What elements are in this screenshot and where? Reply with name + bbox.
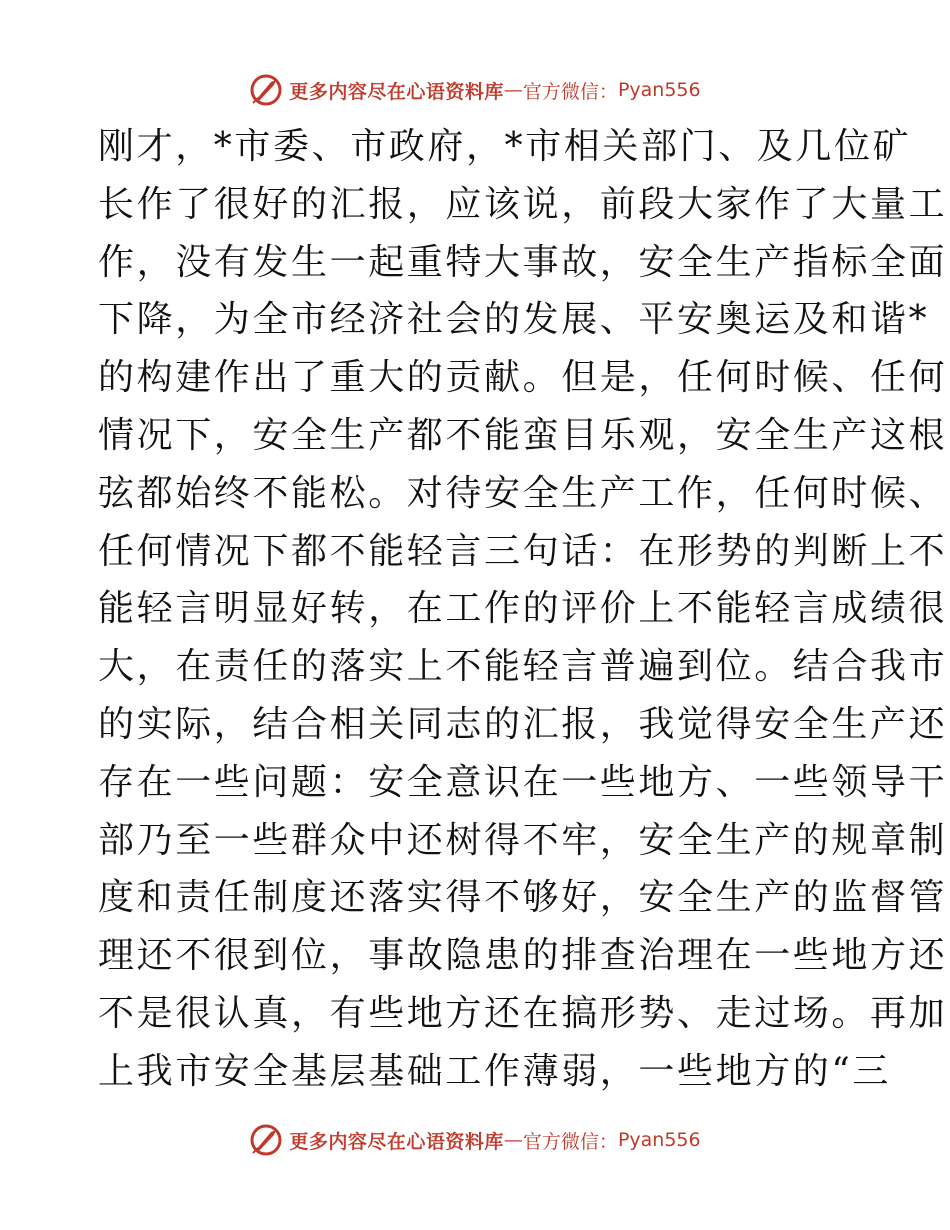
text-line: 情况下，安全生产都不能蛮目乐观，安全生产这根	[98, 414, 948, 456]
text-line: 作，没有发生一起重特大事故，安全生产指标全面	[98, 241, 948, 283]
banner-wechat-id: Pyan556	[617, 1129, 701, 1151]
text-line: 部乃至一些群众中还树得不牢，安全生产的规章制	[98, 819, 948, 861]
text-line: 能轻言明显好转，在工作的评价上不能轻言成绩很	[98, 588, 948, 630]
banner-site-name: 更多内容尽在心语资料库	[289, 80, 504, 103]
body-paragraph	[98, 118, 948, 1101]
text-line: 的构建作出了重大的贡献。但是，任何时候、任何	[98, 357, 948, 399]
text-line: 长作了很好的汇报，应该说，前段大家作了大量工	[98, 183, 948, 225]
text-line: 刚才，*市委、市政府，*市相关部门、及几位矿	[98, 126, 912, 167]
text-line: 上我市安全基层基础工作薄弱，一些地方的“三	[98, 1050, 892, 1092]
banner-wechat-id: Pyan556	[617, 79, 701, 101]
text-line: 理还不很到位，事故隐患的排查治理在一些地方还	[98, 935, 948, 977]
banner-separator: —	[503, 79, 523, 101]
text-line: 度和责任制度还落实得不够好，安全生产的监督管	[98, 877, 948, 919]
header-banner	[0, 70, 950, 110]
text-line: 任何情况下都不能轻言三句话：在形势的判断上不	[98, 530, 948, 572]
footer-banner	[0, 1120, 950, 1160]
text-line: 大，在责任的落实上不能轻言普遍到位。结合我市	[98, 646, 948, 688]
text-line: 存在一些问题：安全意识在一些地方、一些领导干	[98, 761, 948, 803]
text-line: 的实际，结合相关同志的汇报，我觉得安全生产还	[98, 703, 948, 745]
quill-circle-icon	[249, 1123, 283, 1157]
banner-wechat-label: 官方微信：	[522, 1130, 618, 1153]
banner-wechat-label: 官方微信：	[522, 80, 618, 103]
quill-circle-icon	[249, 73, 283, 107]
banner-site-name: 更多内容尽在心语资料库	[289, 1130, 504, 1153]
text-line: 弦都始终不能松。对待安全生产工作，任何时候、	[98, 472, 948, 514]
text-line: 不是很认真，有些地方还在搞形势、走过场。再加	[98, 992, 948, 1034]
text-line: 下降，为全市经济社会的发展、平安奥运及和谐*	[98, 299, 930, 341]
banner-separator: —	[503, 1129, 523, 1151]
